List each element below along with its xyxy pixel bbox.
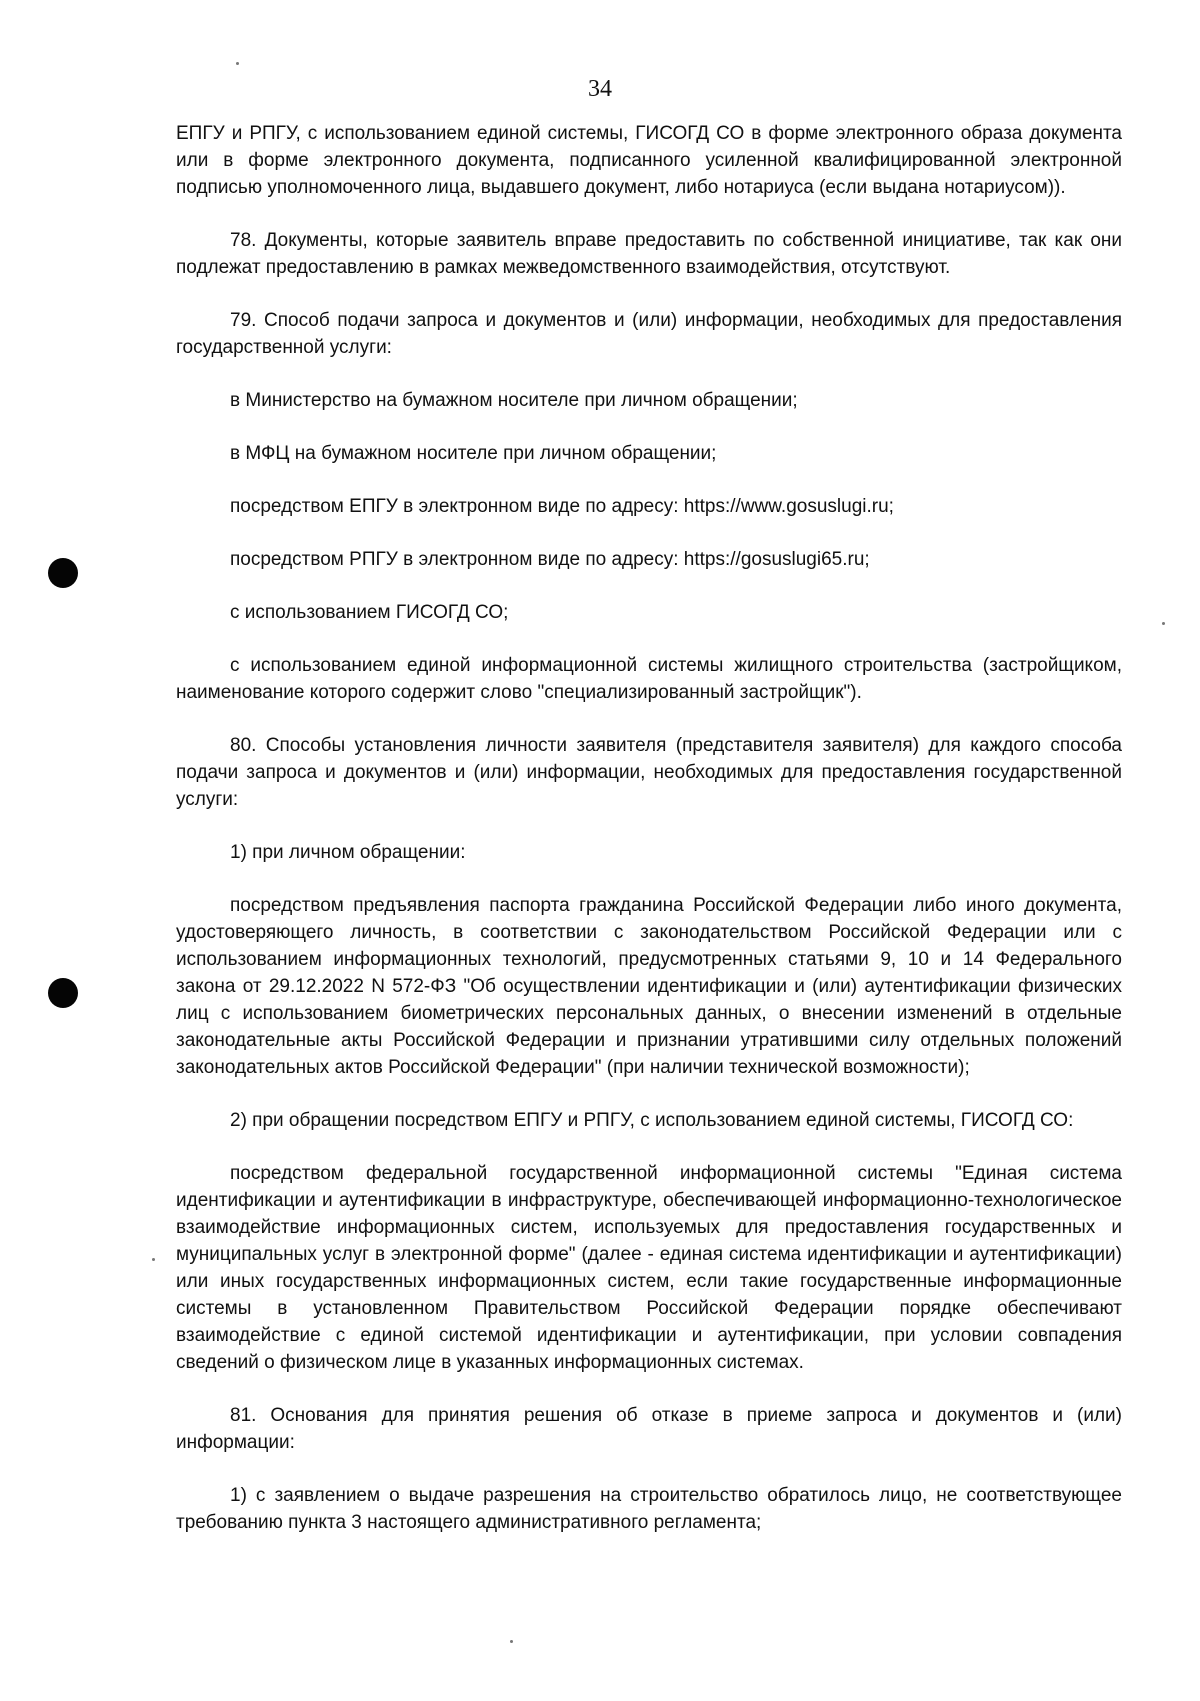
list-item-housing-system: с использованием единой информационной системы жилищного строительства (застройщиком, наименование которого содержит слово "специализированный застройщик"). (176, 655, 1122, 703)
subitem-1-text: посредством предъявления паспорта гражданина Российской Федерации либо иного документа, удостоверяющего личность, в соответствии с законодательством Российской Федерации или с использованием информационных технологий, предусмотренных статьями 9, 10 и 14 Федерального закона от 29.12.2022 N 572-ФЗ "Об осуществлении идентификации и (или) аутентификации физических лиц с использованием биометрических персональных данных, о внесении изменений в отдельные законодательные акты Российской Федерации и признании утратившими силу отдельных положений законодательных актов Российской Федерации" (при наличии технической возможности); (176, 895, 1122, 1078)
paragraph-78: 78. Документы, которые заявитель вправе предоставить по собственной инициативе, так как они подлежат предоставлению в рамках межведомственного взаимодействия, отсутствуют. (176, 230, 1122, 278)
list-item-epgu: посредством ЕПГУ в электронном виде по адресу: https://www.gosuslugi.ru; (230, 496, 894, 517)
list-item-mfc: в МФЦ на бумажном носителе при личном обращении; (230, 443, 717, 464)
paragraph-79: 79. Способ подачи запроса и документов и (или) информации, необходимых для предоставления государственной услуги: (176, 310, 1122, 358)
subitem-2-heading: 2) при обращении посредством ЕПГУ и РПГУ, с использованием единой системы, ГИСОГД СО: (230, 1110, 1074, 1131)
paragraph-81-item-1: 1) с заявлением о выдаче разрешения на строительство обратилось лицо, не соответствующее требованию пункта 3 настоящего административного регламента; (176, 1485, 1122, 1533)
scan-speck (236, 62, 239, 65)
punch-hole-mark (48, 978, 78, 1008)
page-number: 34 (588, 76, 612, 102)
punch-hole-mark (48, 558, 78, 588)
scan-speck (1162, 622, 1165, 625)
document-body (176, 120, 1122, 1562)
list-item-gisogd: с использованием ГИСОГД СО; (230, 602, 509, 623)
paragraph-80: 80. Способы установления личности заявителя (представителя заявителя) для каждого способа подачи запроса и документов и (или) информации, необходимых для предоставления государственной услуги: (176, 735, 1122, 810)
scan-speck (510, 1640, 513, 1643)
paragraph-continuation: ЕПГУ и РПГУ, с использованием единой системы, ГИСОГД СО в форме электронного образа документа или в форме электронного документа, подписанного усиленной квалифицированной электронной подписью уполномоченного лица, выдавшего документ, либо нотариуса (если выдана нотариусом)). (176, 123, 1122, 198)
subitem-2-text: посредством федеральной государственной информационной системы "Единая система идентификации и аутентификации в инфраструктуре, обеспечивающей информационно-технологическое взаимодействие информационных систем, используемых для предоставления государственных и муниципальных услуг в электронной форме" (далее - единая система идентификации и аутентификации) или иных государственных информационных систем, если такие государственные информационные системы в установленном Правительством Российской Федерации порядке обеспечивают взаимодействие с единой системой идентификации и аутентификации, при условии совпадения сведений о физическом лице в указанных информационных системах. (176, 1163, 1122, 1373)
scan-speck (152, 1258, 155, 1261)
list-item-rpgu: посредством РПГУ в электронном виде по адресу: https://gosuslugi65.ru; (230, 549, 870, 570)
subitem-1-heading: 1) при личном обращении: (230, 842, 466, 863)
list-item-ministry: в Министерство на бумажном носителе при личном обращении; (230, 390, 798, 411)
paragraph-81: 81. Основания для принятия решения об отказе в приеме запроса и документов и (или) информации: (176, 1405, 1122, 1453)
